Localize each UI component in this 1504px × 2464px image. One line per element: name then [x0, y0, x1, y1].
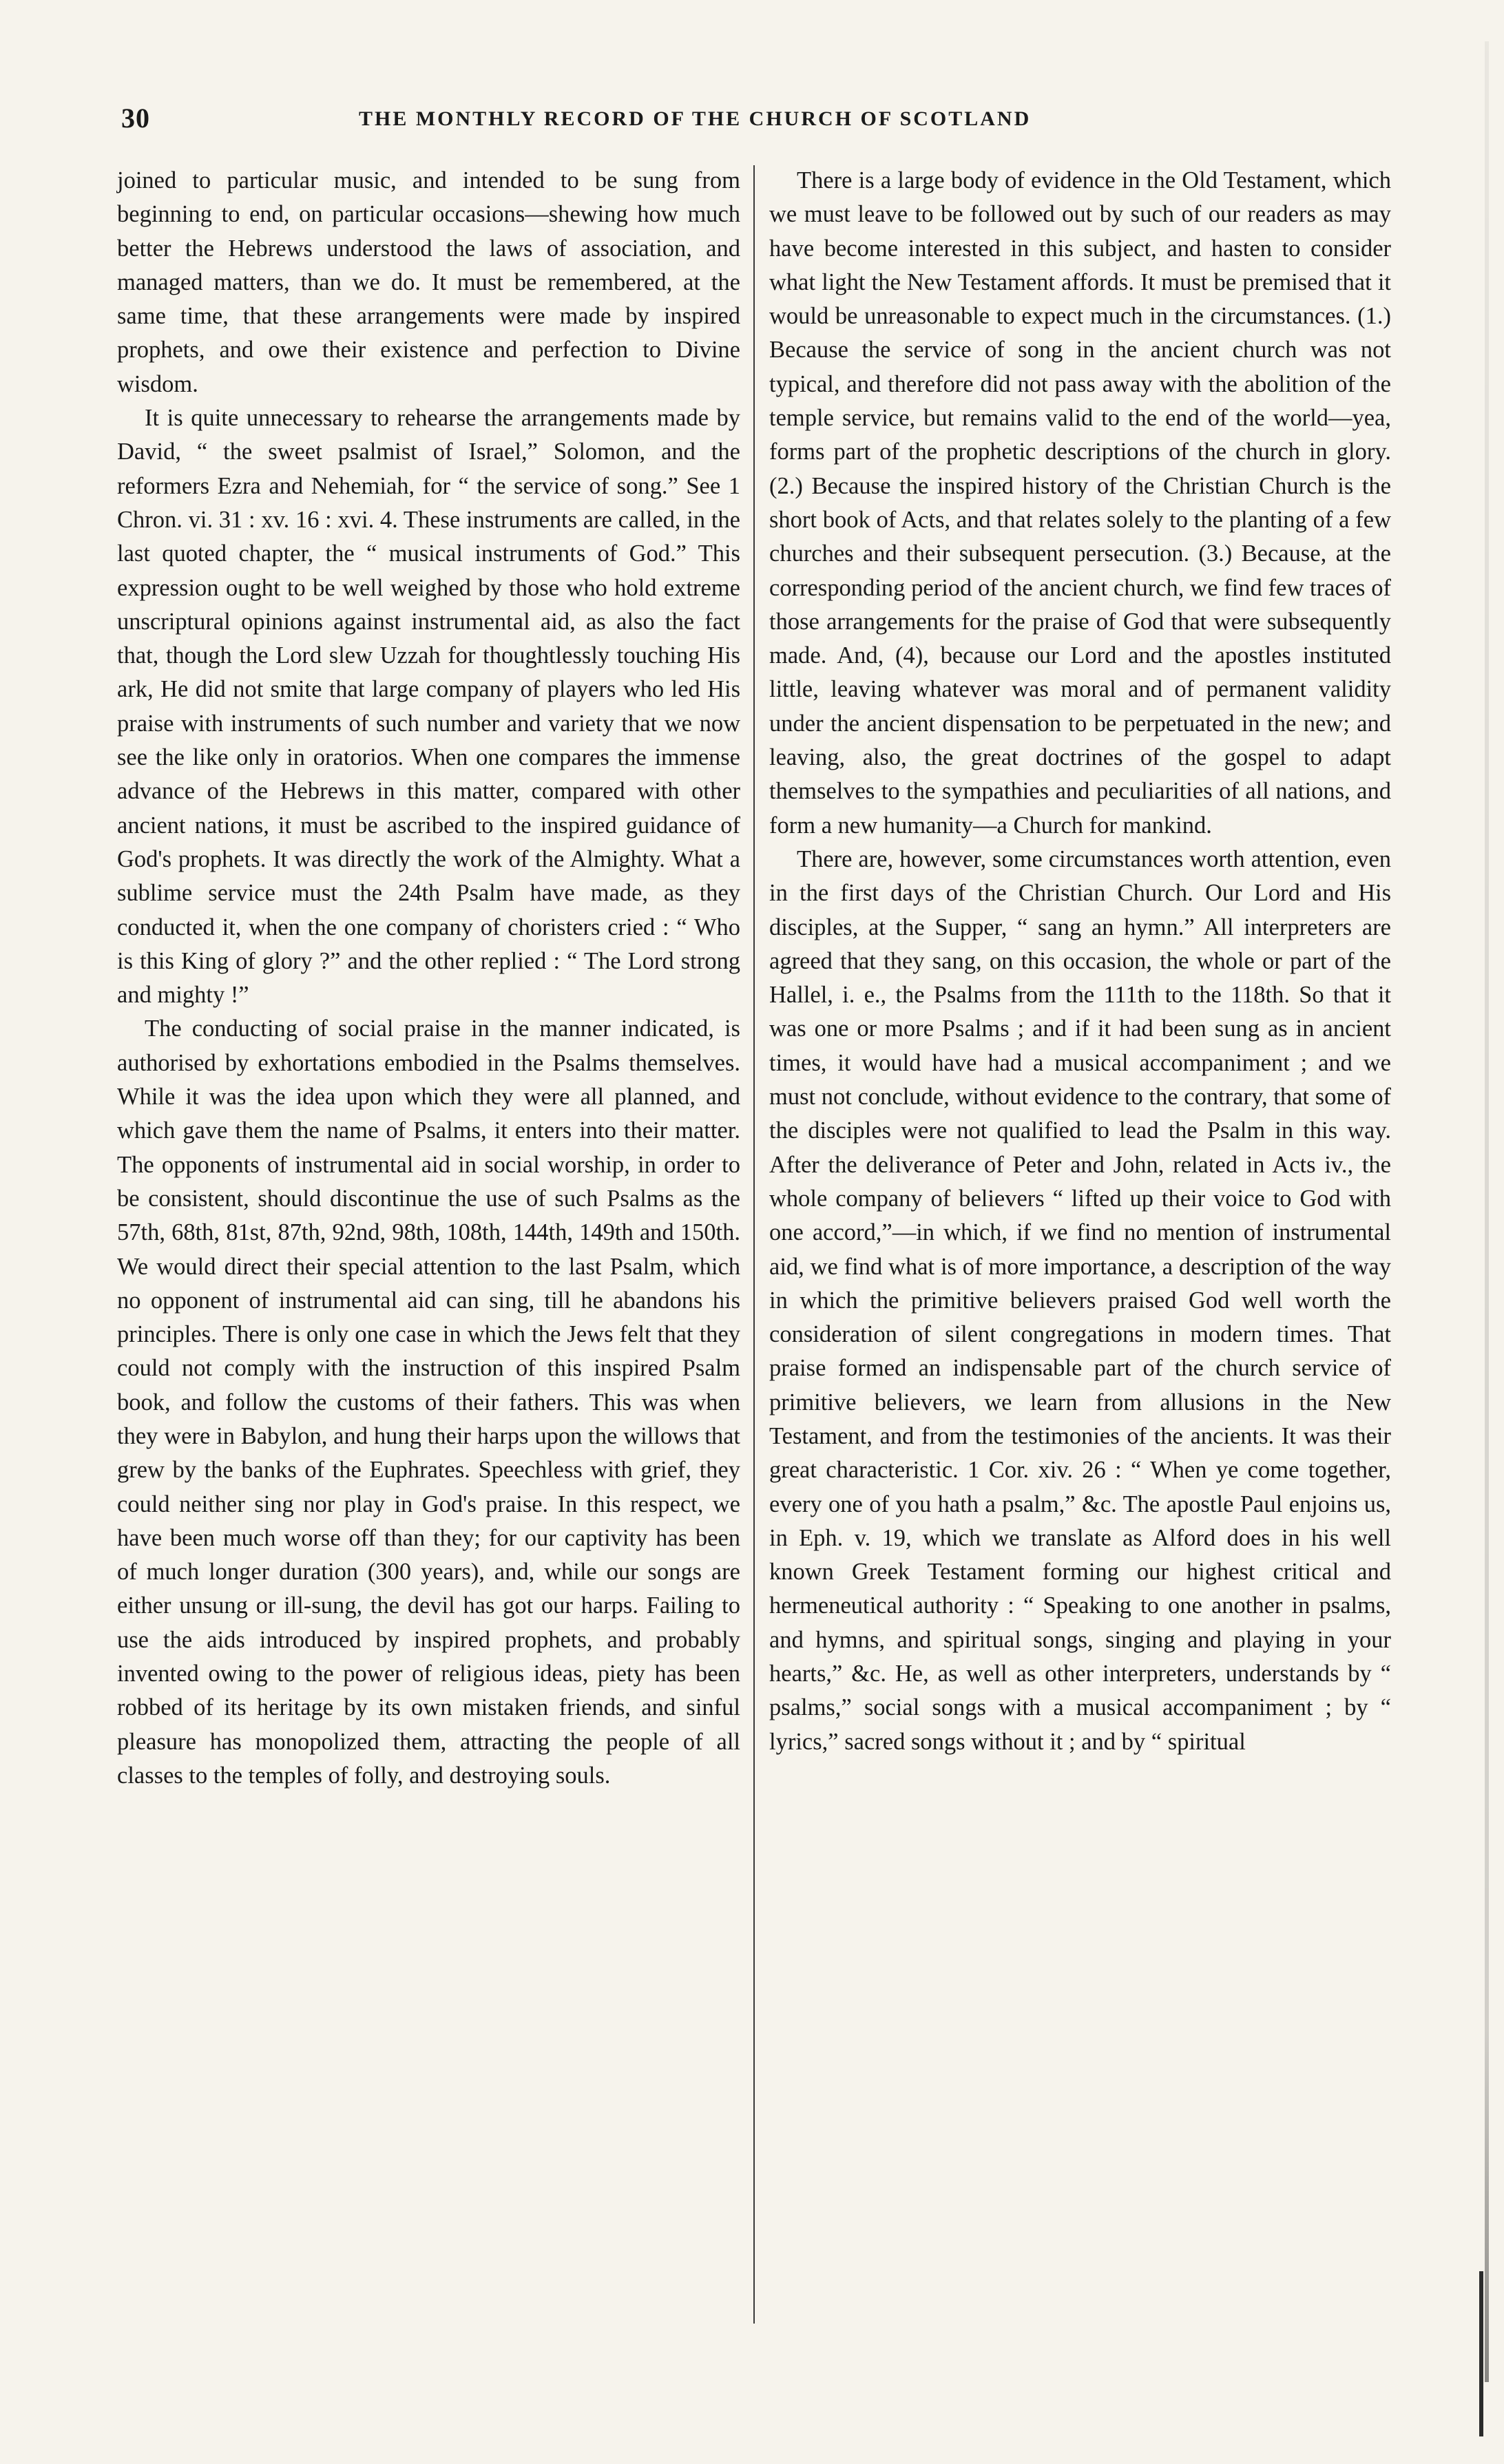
- column-divider: [753, 165, 755, 2324]
- paragraph: There are, however, some circumstances worth attention, even in the first days of the Christian Church. Our Lord and His disciples, at the Supper, “ sang an hymn.” All interpreters are agreed that they sang, on this occasion, the whole or part of the Hallel, i. e., the Psalms from the 111th to the 118th. So that it was one or more Psalms ; and if it had been sung as in ancient times, it would have had a musical accompaniment ; and we must not conclude, without evidence to the contrary, that some of the disciples were not qualified to lead the Psalm in this way. After the deliverance of Peter and John, related in Acts iv., the whole company of believers “ lifted up their voice to God with one accord,”—in which, if we find no mention of instrumental aid, we find what is of more importance, a description of the way in which the primitive believers praised God well worth the consideration of silent congregations in modern times. That praise formed an indispensable part of the church service of primitive believers, we learn from allusions in the New Testament, and from the testimonies of the ancients. It was their great characteristic. 1 Cor. xiv. 26 : “ When ye come together, every one of you hath a psalm,” &c. The apostle Paul enjoins us, in Eph. v. 19, which we translate as Alford does in his well known Greek Testament forming our highest critical and hermeneutical authority : “ Speaking to one another in psalms, and hymns, and spiritual songs, singing and playing in your hearts,” &c. He, as well as other interpreters, understands by “ psalms,” social songs with a musical accompaniment ; by “ lyrics,” sacred songs without it ; and by “ spiritual: [769, 845, 1391, 1755]
- page-number: 30: [121, 103, 150, 134]
- running-title: THE MONTHLY RECORD OF THE CHURCH OF SCOTLAND: [359, 107, 1032, 130]
- left-column: [117, 164, 740, 2333]
- paragraph: It is quite unnecessary to rehearse the arrangements made by David, “ the sweet psalmist of Israel,” Solomon, and the reformers Ezra and Nehemiah, for “ the service of song.” See 1 Chron. vi. 31 : xv. 16 : xvi. 4. These instruments are called, in the last quoted chapter, the “ musical instruments of God.” This expression ought to be well weighed by those who hold extreme unscriptural opinions against instrumental aid, as also the fact that, though the Lord slew Uzzah for thoughtlessly touching His ark, He did not smite that large company of players who led His praise with instruments of such number and variety that we now see the like only in oratorios. When one compares the immense advance of the Hebrews in this matter, compared with other ancient nations, it must be ascribed to the inspired guidance of God's prophets. It was directly the work of the Almighty. What a sublime service must the 24th Psalm have made, as they conducted it, when the one company of choristers cried : “ Who is this King of glory ?” and the other replied : “ The Lord strong and mighty !”: [117, 405, 740, 1009]
- page-edge-mark: [1479, 2271, 1483, 2436]
- paragraph: The conducting of social praise in the manner indicated, is authorised by exhortations embodied in the Psalms themselves. While it was the idea upon which they were all planned, and which gave them the name of Psalms, it enters into their matter. The opponents of instrumental aid in social worship, in order to be consistent, should discontinue the use of such Psalms as the 57th, 68th, 81st, 87th, 92nd, 98th, 108th, 144th, 149th and 150th. We would direct their special attention to the last Psalm, which no opponent of instrumental aid can sing, till he abandons his principles. There is only one case in which the Jews felt that they could not comply with the instruction of this inspired Psalm book, and follow the customs of their fathers. This was when they were in Babylon, and hung their harps upon the willows that grew by the banks of the Euphrates. Speechless with grief, they could neither sing nor play in God's praise. In this respect, we have been much worse off than they; for our captivity has been of much longer duration (300 years), and, while our songs are either unsung or ill-sung, the devil has got our harps. Failing to use the aids introduced by inspired prophets, and probably invented owing to the power of religious ideas, piety has been robbed of its heritage by its own mistaken friends, and sinful pleasure has monopolized them, attracting the people of all classes to the temples of folly, and destroying souls.: [117, 1015, 740, 1789]
- paragraph: joined to particular music, and intended to be sung from beginning to end, on particular occasions—shewing how much better the Hebrews understood the laws of association, and managed matters, than we do. It must be remembered, at the same time, that these arrangements were made by inspired prophets, and owe their existence and perfection to Divine wisdom.: [117, 167, 740, 397]
- paragraph: There is a large body of evidence in the Old Testament, which we must leave to be followed out by such of our readers as may have become interested in this subject, and hasten to consider what light the New Testament affords. It must be premised that it would be unreasonable to expect much in the circumstances. (1.) Because the service of song in the ancient church was not typical, and therefore did not pass away with the abolition of the temple service, but remains valid to the end of the world—yea, forms part of the prophetic descriptions of the church in glory. (2.) Because the inspired history of the Christian Church is the short book of Acts, and that relates solely to the planting of a few churches and their subsequent persecution. (3.) Because, at the corresponding period of the ancient church, we find few traces of those arrangements for the praise of God that were subsequently made. And, (4), because our Lord and the apostles instituted little, leaving whatever was moral and of permanent validity under the ancient dispensation to be perpetuated in the new; and leaving, also, the great doctrines of the gospel to adapt themselves to the sympathies and peculiarities of all nations, and form a new humanity—a Church for mankind.: [769, 167, 1391, 839]
- page-edge-shadow: [1485, 41, 1489, 2382]
- page-header: [121, 102, 1409, 143]
- right-column: [769, 164, 1391, 2333]
